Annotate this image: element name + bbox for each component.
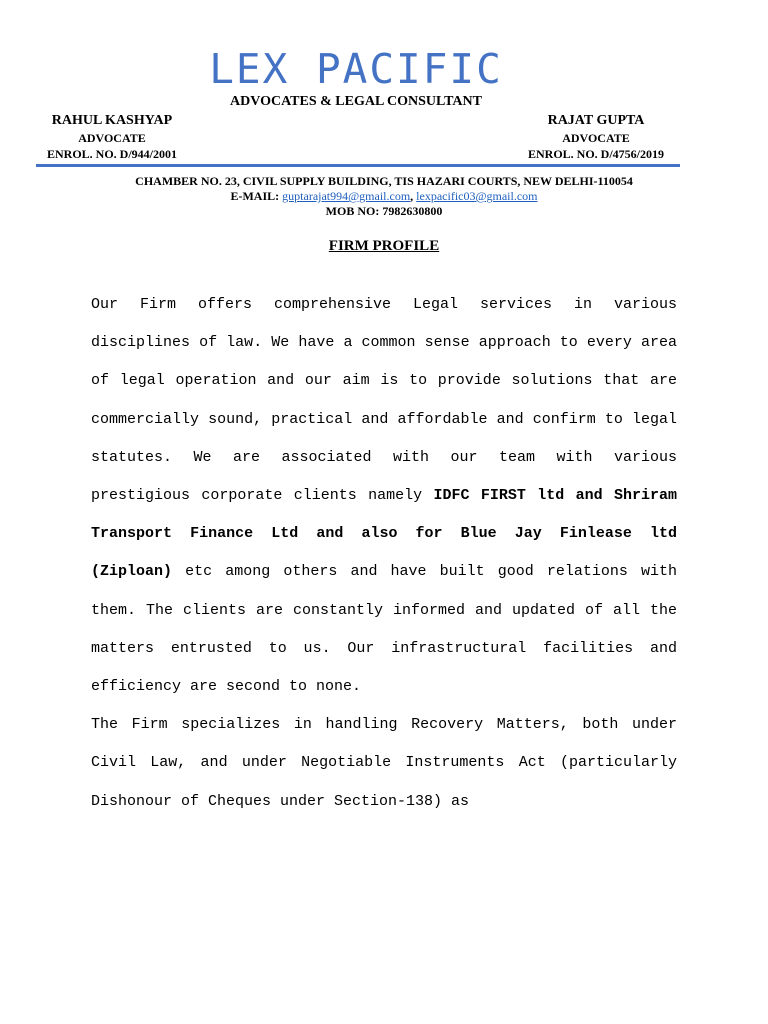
address-line: CHAMBER NO. 23, CIVIL SUPPLY BUILDING, TIS HAZARI COURTS, NEW DELHI-110054 <box>135 174 633 188</box>
paragraph-1 <box>91 286 677 706</box>
paragraph-1-text-a: Our Firm offers comprehensive Legal services in various disciplines of law. We have a common sense approach to every area of legal operation and our aim is to provide solutions that are commercially sound, practical and affordable and confirm to legal statutes. We are associated with our team with various prestigious corporate clients namely <box>91 296 677 505</box>
contact-block <box>60 174 708 219</box>
partner-right-enrol: ENROL. NO. D/4756/2019 <box>527 147 664 161</box>
partner-left-name: RAHUL KASHYAP <box>51 113 173 128</box>
partner-left-enrol: ENROL. NO. D/944/2001 <box>46 147 177 161</box>
email-link-2[interactable]: lexpacific03@gmail.com <box>416 189 538 203</box>
firm-subtitle: ADVOCATES & LEGAL CONSULTANT <box>230 94 482 109</box>
paragraph-1-client-names: IDFC FIRST ltd and Shriram Transport Finance Ltd and also for Blue Jay Finlease ltd (Ziploan) <box>91 487 677 581</box>
firm-name-logo: LEX PACIFIC <box>209 45 503 93</box>
paragraph-1-text-b: etc among others and have built good relations with them. The clients are constantly informed and updated of all the matters entrusted to us. Our infrastructural facilities and efficiency are second to none. <box>91 563 677 696</box>
header-divider <box>36 164 680 167</box>
email-separator: , <box>410 189 414 203</box>
paragraph-2: The Firm specializes in handling Recovery Matters, both under Civil Law, and under Negotiable Instruments Act (particularly Dishonour of Cheques under Section-138) as <box>91 716 677 810</box>
partner-right <box>520 112 672 162</box>
email-label: E-MAIL: <box>230 189 280 203</box>
partner-right-name: RAJAT GUPTA <box>547 113 645 128</box>
partner-left <box>40 112 184 162</box>
partner-left-title: ADVOCATE <box>78 131 146 145</box>
email-line <box>60 189 708 204</box>
body-text <box>91 286 677 821</box>
document-heading: FIRM PROFILE <box>328 238 440 254</box>
mobile-line: MOB NO: 7982630800 <box>325 204 443 218</box>
email-link-1[interactable]: guptarajat994@gmail.com <box>282 189 411 203</box>
partner-right-title: ADVOCATE <box>562 131 630 145</box>
